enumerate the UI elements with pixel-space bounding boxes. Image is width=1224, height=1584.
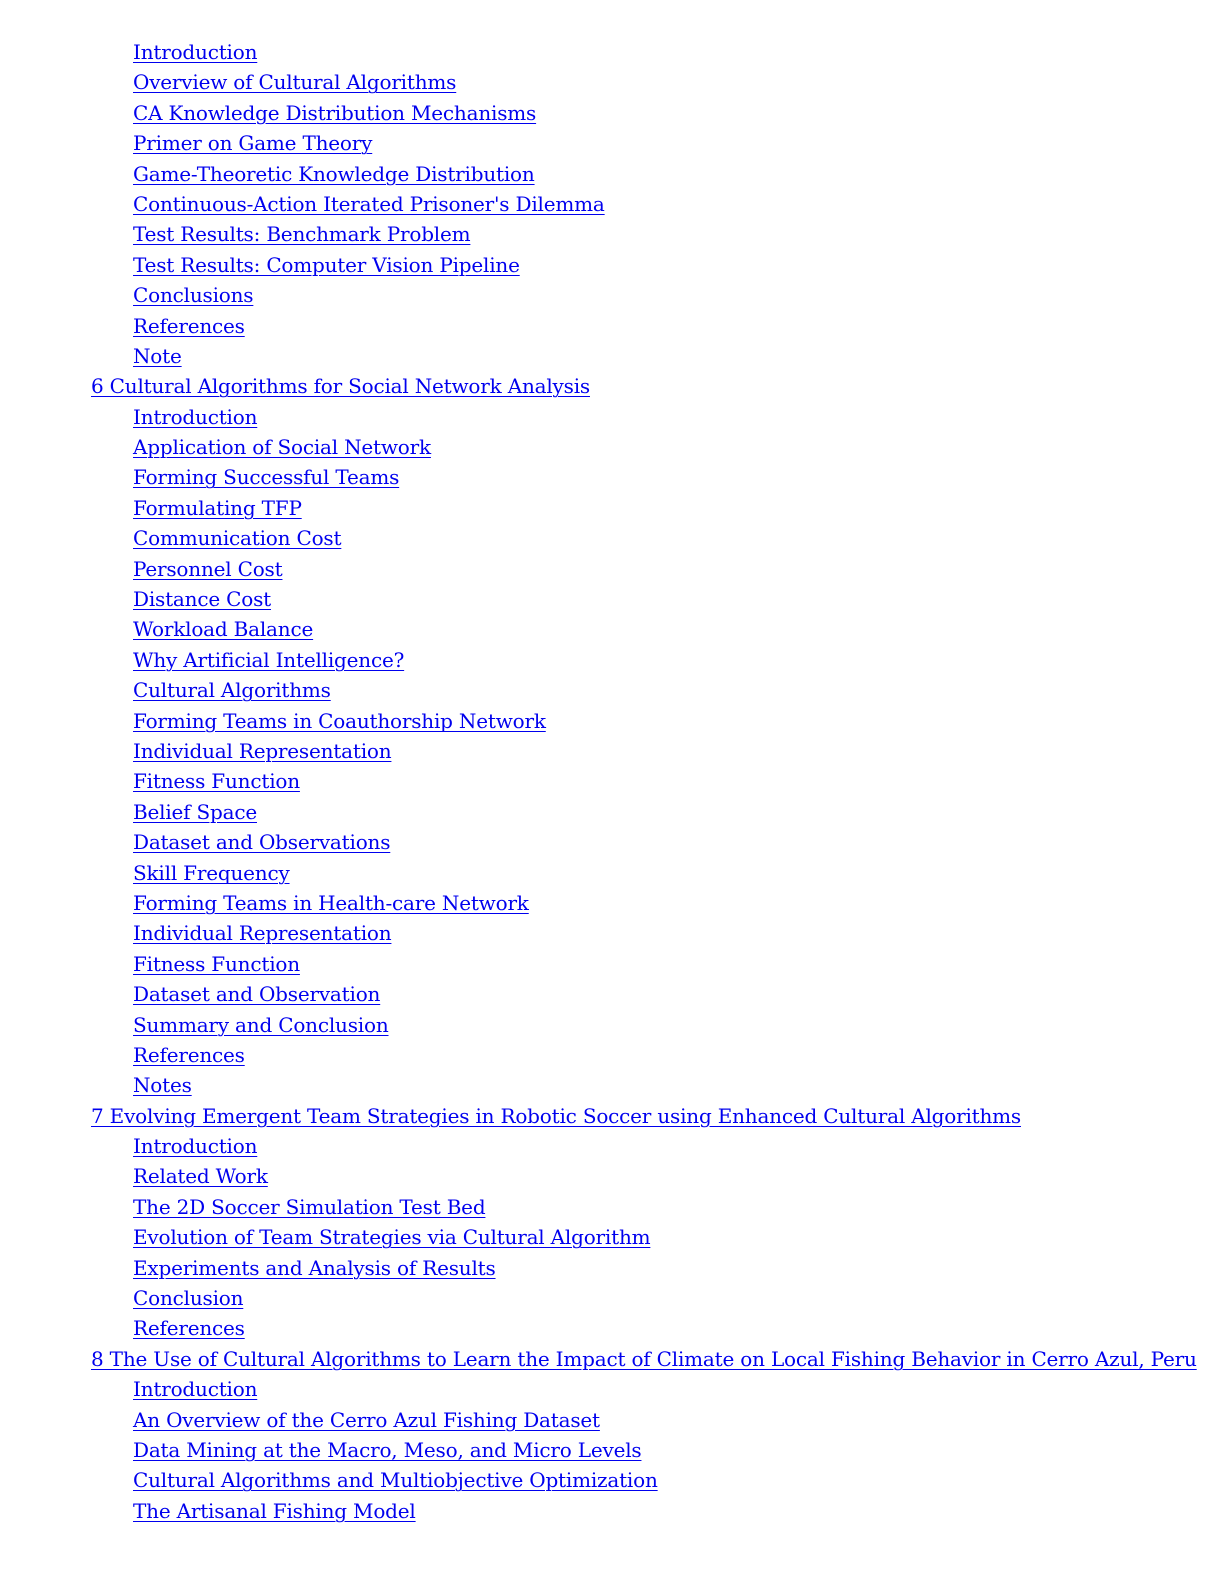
toc-section-link[interactable]: [0, 827, 1224, 857]
toc-link-text[interactable]: References: [133, 313, 245, 338]
toc-section-link[interactable]: [0, 1131, 1224, 1161]
toc-link-text[interactable]: Primer on Game Theory: [133, 131, 373, 156]
toc-link-text[interactable]: Note: [133, 343, 182, 368]
toc-link-text[interactable]: The 2D Soccer Simulation Test Bed: [133, 1194, 486, 1219]
toc-link-text[interactable]: Dataset and Observations: [133, 830, 391, 855]
toc-chapter-link[interactable]: [0, 371, 1224, 401]
toc-link-text[interactable]: 6 Cultural Algorithms for Social Network Analysis: [91, 374, 590, 399]
toc-section-link[interactable]: [0, 189, 1224, 219]
toc-section-link[interactable]: [0, 159, 1224, 189]
toc-section-link[interactable]: [0, 1253, 1224, 1283]
toc-section-link[interactable]: [0, 402, 1224, 432]
toc-link-text[interactable]: 8 The Use of Cultural Algorithms to Learn the Impact of Climate on Local Fishing Behavior in Cerro Azul, Peru: [91, 1346, 1197, 1371]
toc-section-link[interactable]: [0, 250, 1224, 280]
toc-section-link[interactable]: [0, 584, 1224, 614]
toc-link-text[interactable]: Personnel Cost: [133, 556, 283, 581]
toc-link-text[interactable]: An Overview of the Cerro Azul Fishing Dataset: [133, 1407, 600, 1432]
toc-section-link[interactable]: [0, 1313, 1224, 1343]
toc-section-link[interactable]: [0, 280, 1224, 310]
toc-section-link[interactable]: [0, 554, 1224, 584]
toc-link-text[interactable]: References: [133, 1042, 245, 1067]
toc-section-link[interactable]: [0, 67, 1224, 97]
toc-section-link[interactable]: [0, 797, 1224, 827]
toc-section-link[interactable]: [0, 1040, 1224, 1070]
toc-link-text[interactable]: References: [133, 1316, 245, 1341]
table-of-contents: [0, 37, 1224, 1526]
toc-link-text[interactable]: Fitness Function: [133, 951, 300, 976]
toc-section-link[interactable]: [0, 432, 1224, 462]
toc-link-text[interactable]: Dataset and Observation: [133, 982, 381, 1007]
toc-link-text[interactable]: Why Artificial Intelligence?: [133, 647, 405, 672]
toc-section-link[interactable]: [0, 675, 1224, 705]
toc-section-link[interactable]: [0, 523, 1224, 553]
toc-section-link[interactable]: [0, 311, 1224, 341]
toc-link-text[interactable]: Introduction: [133, 1134, 258, 1159]
toc-link-text[interactable]: Distance Cost: [133, 587, 271, 612]
toc-section-link[interactable]: [0, 979, 1224, 1009]
toc-section-link[interactable]: [0, 918, 1224, 948]
toc-link-text[interactable]: Data Mining at the Macro, Meso, and Micro Levels: [133, 1437, 642, 1462]
toc-link-text[interactable]: Notes: [133, 1073, 192, 1098]
toc-link-text[interactable]: Summary and Conclusion: [133, 1012, 389, 1037]
toc-section-link[interactable]: [0, 341, 1224, 371]
toc-link-text[interactable]: Evolution of Team Strategies via Cultural Algorithm: [133, 1225, 651, 1250]
toc-section-link[interactable]: [0, 1496, 1224, 1526]
toc-link-text[interactable]: Workload Balance: [133, 617, 314, 642]
toc-link-text[interactable]: Conclusions: [133, 283, 254, 308]
toc-section-link[interactable]: [0, 1161, 1224, 1191]
toc-link-text[interactable]: Formulating TFP: [133, 495, 302, 520]
toc-link-text[interactable]: Game-Theoretic Knowledge Distribution: [133, 161, 535, 186]
toc-chapter-link[interactable]: [0, 1101, 1224, 1131]
toc-section-link[interactable]: [0, 888, 1224, 918]
toc-section-link[interactable]: [0, 1222, 1224, 1252]
toc-section-link[interactable]: [0, 1192, 1224, 1222]
toc-link-text[interactable]: The Artisanal Fishing Model: [133, 1498, 416, 1523]
toc-link-text[interactable]: Introduction: [133, 1377, 258, 1402]
toc-link-text[interactable]: Cultural Algorithms and Multiobjective Optimization: [133, 1468, 658, 1493]
toc-section-link[interactable]: [0, 37, 1224, 67]
toc-link-text[interactable]: Overview of Cultural Algorithms: [133, 70, 457, 95]
toc-link-text[interactable]: Conclusion: [133, 1286, 244, 1311]
toc-section-link[interactable]: [0, 1010, 1224, 1040]
toc-section-link[interactable]: [0, 614, 1224, 644]
toc-link-text[interactable]: Test Results: Computer Vision Pipeline: [133, 252, 520, 277]
toc-link-text[interactable]: Application of Social Network: [133, 435, 431, 460]
toc-link-text[interactable]: 7 Evolving Emergent Team Strategies in Robotic Soccer using Enhanced Cultural Algorithms: [91, 1103, 1021, 1128]
toc-section-link[interactable]: [0, 645, 1224, 675]
toc-link-text[interactable]: Individual Representation: [133, 921, 392, 946]
toc-link-text[interactable]: Introduction: [133, 40, 258, 64]
toc-link-text[interactable]: Introduction: [133, 404, 258, 429]
toc-link-text[interactable]: Experiments and Analysis of Results: [133, 1255, 496, 1280]
toc-link-text[interactable]: Belief Space: [133, 799, 257, 824]
toc-section-link[interactable]: [0, 98, 1224, 128]
toc-section-link[interactable]: [0, 949, 1224, 979]
toc-section-link[interactable]: [0, 858, 1224, 888]
toc-section-link[interactable]: [0, 1405, 1224, 1435]
toc-link-text[interactable]: Continuous-Action Iterated Prisoner's Dilemma: [133, 191, 605, 216]
toc-section-link[interactable]: [0, 1283, 1224, 1313]
toc-link-text[interactable]: Cultural Algorithms: [133, 678, 331, 703]
toc-link-text[interactable]: Communication Cost: [133, 526, 342, 551]
toc-link-text[interactable]: Forming Teams in Coauthorship Network: [133, 708, 546, 733]
toc-link-text[interactable]: Fitness Function: [133, 769, 300, 794]
toc-section-link[interactable]: [0, 736, 1224, 766]
toc-section-link[interactable]: [0, 766, 1224, 796]
toc-section-link[interactable]: [0, 706, 1224, 736]
toc-link-text[interactable]: CA Knowledge Distribution Mechanisms: [133, 100, 537, 125]
toc-link-text[interactable]: Skill Frequency: [133, 860, 290, 885]
toc-link-text[interactable]: Forming Successful Teams: [133, 465, 400, 490]
toc-section-link[interactable]: [0, 462, 1224, 492]
toc-section-link[interactable]: [0, 1465, 1224, 1495]
toc-chapter-link[interactable]: [0, 1344, 1224, 1374]
toc-section-link[interactable]: [0, 1435, 1224, 1465]
toc-section-link[interactable]: [0, 1374, 1224, 1404]
toc-section-link[interactable]: [0, 128, 1224, 158]
toc-link-text[interactable]: Individual Representation: [133, 738, 392, 763]
toc-link-text[interactable]: Related Work: [133, 1164, 268, 1189]
toc-link-text[interactable]: Test Results: Benchmark Problem: [133, 222, 471, 247]
toc-section-link[interactable]: [0, 219, 1224, 249]
toc-link-text[interactable]: Forming Teams in Health-care Network: [133, 890, 529, 915]
toc-section-link[interactable]: [0, 1070, 1224, 1100]
toc-section-link[interactable]: [0, 493, 1224, 523]
